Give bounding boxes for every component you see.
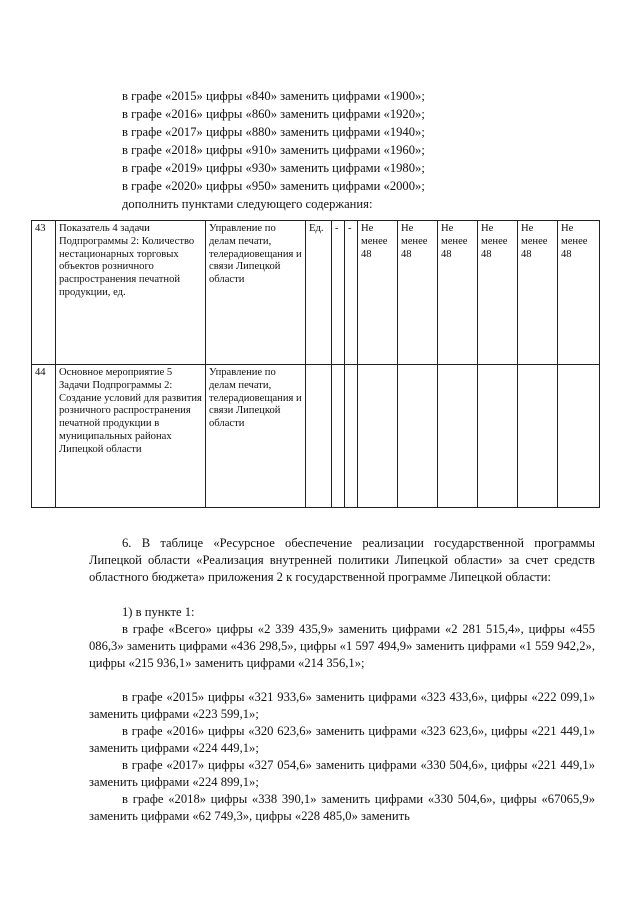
year-value [518, 365, 558, 508]
row-cell [332, 365, 345, 508]
indicator-table [31, 220, 600, 508]
row-cell: - [332, 221, 345, 365]
row-cell [345, 365, 358, 508]
row-executor: Управление по делам печати, телерадиовещания и связи Липецкой области [206, 365, 306, 508]
year-value: Не менее 48 [438, 221, 478, 365]
amendment-paragraph: в графе «Всего» цифры «2 339 435,9» заменить цифрами «2 281 515,4», цифры «455 086,3» заменить цифрами «436 298,5», цифры «1 597 494,9» заменить цифрами «1 559 942,2», цифры «215 936,1» заменить цифрами «214 356,1»; [89, 622, 595, 670]
year-value [558, 365, 600, 508]
amendment-paragraph: в графе «2015» цифры «321 933,6» заменить цифрами «323 433,6», цифры «222 099,1» заменить цифрами «223 599,1»; [89, 690, 595, 721]
section-paragraph: 6. В таблице «Ресурсное обеспечение реализации государственной программы Липецкой области «Реализация внутренней политики Липецкой области» за счет средств областного бюджета» приложения 2 к государственной программе Липецкой области: [89, 536, 595, 584]
year-value [438, 365, 478, 508]
amendment-line: в графе «2020» цифры «950» заменить цифрами «2000»; [122, 179, 425, 193]
subsection-heading: 1) в пункте 1: [122, 605, 195, 619]
year-value: Не менее 48 [398, 221, 438, 365]
year-value: Не менее 48 [518, 221, 558, 365]
amendment-line: в графе «2018» цифры «910» заменить цифрами «1960»; [122, 143, 425, 157]
year-value [358, 365, 398, 508]
row-number: 44 [32, 365, 56, 508]
year-value: Не менее 48 [478, 221, 518, 365]
amendment-line: в графе «2017» цифры «880» заменить цифрами «1940»; [122, 125, 425, 139]
row-unit [306, 365, 332, 508]
amendment-intro-line: дополнить пунктами следующего содержания: [122, 197, 373, 211]
amendment-paragraph: в графе «2017» цифры «327 054,6» заменить цифрами «330 504,6», цифры «221 449,1» заменить цифрами «224 899,1»; [89, 758, 595, 789]
amendment-line: в графе «2016» цифры «860» заменить цифрами «1920»; [122, 107, 425, 121]
row-number: 43 [32, 221, 56, 365]
year-value: Не менее 48 [358, 221, 398, 365]
row-name: Показатель 4 задачи Подпрограммы 2: Количество нестационарных торговых объектов розничного распространения печатной продукции, ед. [56, 221, 206, 365]
row-executor: Управление по делам печати, телерадиовещания и связи Липецкой области [206, 221, 306, 365]
year-value: Не менее 48 [558, 221, 600, 365]
table-row [32, 365, 600, 508]
row-name: Основное мероприятие 5 Задачи Подпрограммы 2: Создание условий для развития розничного распространения печатной продукции в муниципальных районах Липецкой области [56, 365, 206, 508]
year-value [478, 365, 518, 508]
row-cell: - [345, 221, 358, 365]
amendment-paragraph: в графе «2016» цифры «320 623,6» заменить цифрами «323 623,6», цифры «221 449,1» заменить цифрами «224 449,1»; [89, 724, 595, 755]
year-value [398, 365, 438, 508]
row-unit: Ед. [306, 221, 332, 365]
amendment-paragraph: в графе «2018» цифры «338 390,1» заменить цифрами «330 504,6», цифры «67065,9» заменить цифрами «62 749,3», цифры «228 485,0» заменить [89, 792, 595, 823]
table-row [32, 221, 600, 365]
amendment-line: в графе «2019» цифры «930» заменить цифрами «1980»; [122, 161, 425, 175]
amendment-line: в графе «2015» цифры «840» заменить цифрами «1900»; [122, 89, 425, 103]
